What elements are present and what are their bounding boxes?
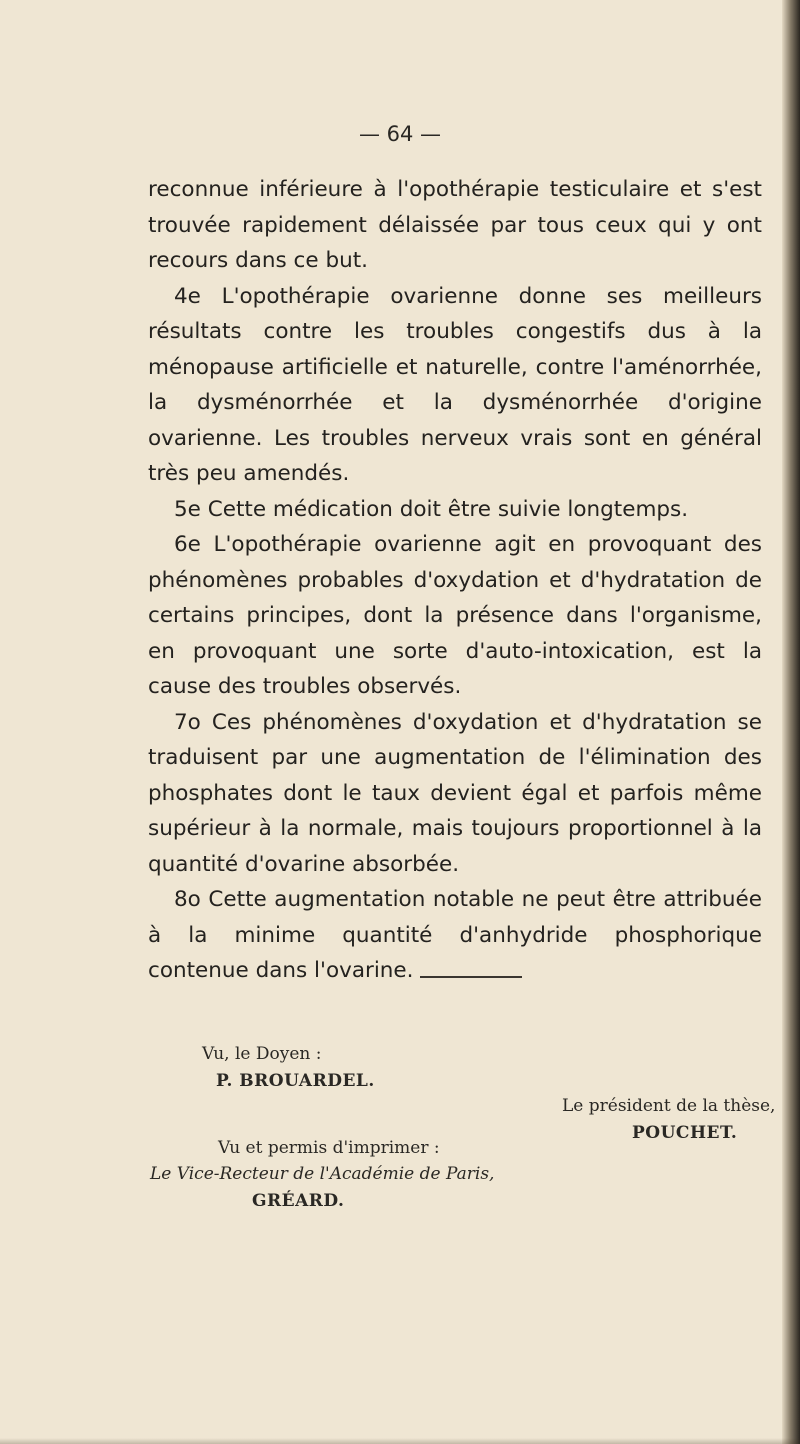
body-text bbox=[148, 172, 762, 989]
paragraph-conclusion-7: 7o Ces phénomènes d'oxydation et d'hydratation se traduisent par une augmentation de l'élimination des phosphates dont le taux devient égal et parfois même supérieur à la normale, mais toujours proportionnel à la quantité d'ovarine absorbée. bbox=[148, 709, 762, 877]
president-line: Le président de la thèse, bbox=[562, 1096, 776, 1116]
paragraph-conclusion-4: 4e L'opothérapie ovarienne donne ses meilleurs résultats contre les troubles congestifs dus à la ménopause artificielle et naturelle, contre l'aménorrhée, la dysménorrhée et la dysménorrhée d'origine ovarienne. Les troubles nerveux vrais sont en général très peu amendés. bbox=[148, 283, 762, 486]
vice-recteur-line: Le Vice-Recteur de l'Académie de Paris, bbox=[150, 1164, 495, 1184]
paragraph-continuation: reconnue inférieure à l'opothérapie testiculaire et s'est trouvée rapidement délaissée par tous ceux qui y ont recours dans ce but. bbox=[148, 177, 762, 273]
page-number: — 64 — bbox=[358, 122, 442, 146]
doyen-approval-line: Vu, le Doyen : bbox=[202, 1044, 322, 1064]
book-spine-shadow bbox=[782, 0, 800, 1444]
president-name: POUCHET. bbox=[632, 1123, 738, 1143]
page-bottom-edge bbox=[0, 1438, 800, 1444]
vice-recteur-name: GRÉARD. bbox=[252, 1191, 345, 1211]
doyen-name: P. BROUARDEL. bbox=[216, 1071, 375, 1091]
paragraph-conclusion-6: 6e L'opothérapie ovarienne agit en provoquant des phénomènes probables d'oxydation et d'hydratation de certains principes, dont la présence dans l'organisme, en provoquant une sorte d'auto-intoxication, est la cause des troubles observés. bbox=[148, 532, 762, 699]
paragraph-conclusion-8: 8o Cette augmentation notable ne peut être attribuée à la minime quantité d'anhydride phosphorique contenue dans l'ovarine. bbox=[148, 887, 762, 983]
permis-imprimer-line: Vu et permis d'imprimer : bbox=[218, 1138, 440, 1158]
section-divider bbox=[420, 976, 522, 978]
paragraph-conclusion-5: 5e Cette médication doit être suivie longtemps. bbox=[174, 496, 689, 522]
